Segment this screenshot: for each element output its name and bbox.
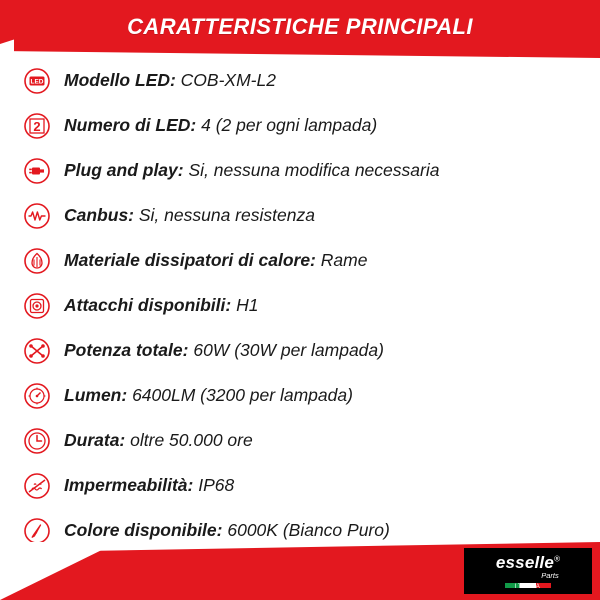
feature-row <box>0 238 600 283</box>
feature-row <box>0 103 600 148</box>
footer-banner <box>0 542 600 600</box>
feature-value: COB-XM-L2 <box>180 69 276 90</box>
feature-value: H1 <box>236 294 259 315</box>
feature-text <box>64 114 378 135</box>
feature-text <box>64 474 235 495</box>
feature-text <box>64 294 259 315</box>
number-two-icon <box>22 111 52 141</box>
plug-icon <box>22 156 52 186</box>
waterproof-icon <box>22 471 52 501</box>
bulb-socket-icon <box>22 291 52 321</box>
feature-row <box>0 148 600 193</box>
feature-value: 6000K (Bianco Puro) <box>227 519 390 540</box>
feature-value: 4 (2 per ogni lampada) <box>201 114 378 135</box>
feature-value: oltre 50.000 ore <box>130 429 253 450</box>
feature-label: Potenza totale: <box>64 339 189 360</box>
feature-row <box>0 58 600 103</box>
svg-text:2: 2 <box>33 118 41 134</box>
brand-name <box>496 554 560 571</box>
feature-text <box>64 249 368 270</box>
feature-value: 6400LM (3200 per lampada) <box>132 384 353 405</box>
feature-text <box>64 159 440 180</box>
resistor-wave-icon <box>22 201 52 231</box>
feature-text <box>64 429 253 450</box>
power-bolt-icon <box>22 336 52 366</box>
feature-label: Lumen: <box>64 384 128 405</box>
led-chip-icon <box>22 66 52 96</box>
clock-icon <box>22 426 52 456</box>
feature-row <box>0 328 600 373</box>
feature-row <box>0 373 600 418</box>
brand-name-text: esselle <box>495 553 554 573</box>
feature-label: Impermeabilità: <box>64 474 194 495</box>
feature-text <box>64 339 384 360</box>
header-banner <box>0 0 600 58</box>
feature-value: Si, nessuna modifica necessaria <box>188 159 440 180</box>
heatsink-fins-icon <box>22 246 52 276</box>
feature-label: Numero di LED: <box>64 114 197 135</box>
features-list <box>0 58 600 553</box>
feature-label: Colore disponibile: <box>64 519 223 540</box>
feature-row <box>0 193 600 238</box>
feature-value: Rame <box>320 249 368 270</box>
feature-label: Materiale dissipatori di calore: <box>64 249 316 270</box>
feature-value: Si, nessuna resistenza <box>138 204 315 225</box>
feature-row <box>0 463 600 508</box>
feature-label: Durata: <box>64 429 126 450</box>
color-thermometer-icon <box>22 516 52 546</box>
page-title: CARATTERISTICHE PRINCIPALI <box>127 14 473 39</box>
feature-label: Modello LED: <box>64 69 176 90</box>
feature-text <box>64 384 353 405</box>
feature-label: Attacchi disponibili: <box>64 294 232 315</box>
feature-row <box>0 418 600 463</box>
brightness-gauge-icon <box>22 381 52 411</box>
brand-subtitle: Parts <box>541 571 559 581</box>
svg-text:LED: LED <box>30 78 44 86</box>
feature-label: Plug and play: <box>64 159 184 180</box>
feature-row <box>0 283 600 328</box>
brand-logo <box>464 548 592 594</box>
feature-value: IP68 <box>198 474 235 495</box>
header-corner-notch <box>0 39 14 58</box>
feature-text <box>64 204 315 225</box>
brand-registered-mark: ® <box>554 554 561 564</box>
feature-label: Canbus: <box>64 204 134 225</box>
brand-country: ITALIA <box>514 584 542 590</box>
feature-value: 60W (30W per lampada) <box>193 339 384 360</box>
feature-text <box>64 519 390 540</box>
feature-text <box>64 69 276 90</box>
